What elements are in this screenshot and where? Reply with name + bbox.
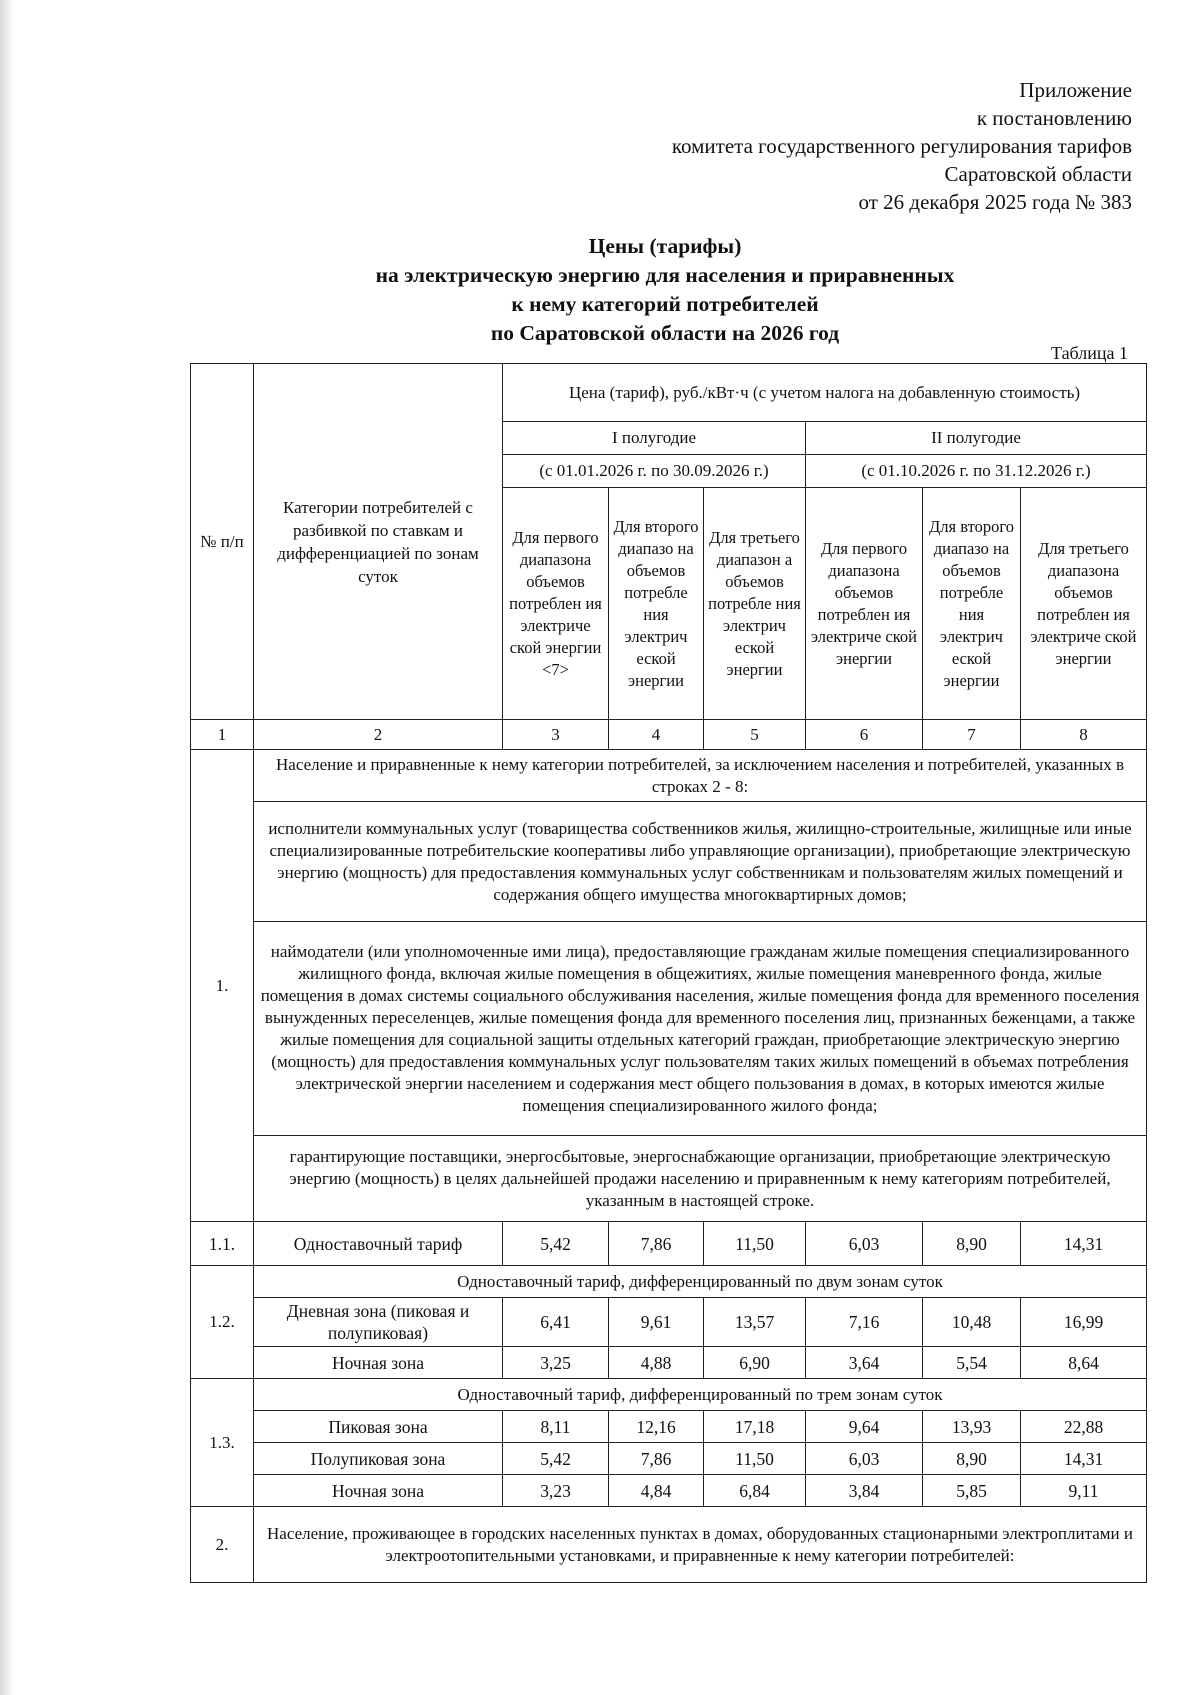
section1-text-d: гарантирующие поставщики, энергосбытовые, энергоснабжающие организации, приобретающие электрическую энергию (мощность) в целях дальнейшей продажи населению и приравненным к нему категориям потребителей, указанным в настоящей строке. xyxy=(254,1136,1147,1222)
tariff-value: 8,90 xyxy=(923,1443,1021,1475)
title-line: к нему категорий потребителей xyxy=(511,292,819,316)
tariff-value: 9,11 xyxy=(1021,1475,1147,1507)
column-number: 5 xyxy=(704,720,806,750)
column-number: 8 xyxy=(1021,720,1147,750)
header-half2: II полугодие xyxy=(806,422,1147,455)
column-number: 6 xyxy=(806,720,923,750)
tariff-value: 14,31 xyxy=(1021,1222,1147,1266)
row-label: Дневная зона (пиковая и полупиковая) xyxy=(254,1298,503,1347)
title-line: на электрическую энергию для населения и приравненных xyxy=(375,263,955,287)
header-category: Категории потребителей с разбивкой по ставкам и дифференциацией по зонам суток xyxy=(254,364,503,720)
header-half2-period: (с 01.10.2026 г. по 31.12.2026 г.) xyxy=(806,455,1147,488)
column-number: 3 xyxy=(503,720,609,750)
tariff-value: 6,84 xyxy=(704,1475,806,1507)
tariff-value: 6,03 xyxy=(806,1443,923,1475)
tariff-value: 14,31 xyxy=(1021,1443,1147,1475)
header-col7: Для второго диапазо на объемов потребле ния электрич еской энергии xyxy=(923,488,1021,720)
appendix-line: Саратовской области xyxy=(944,162,1132,186)
tariff-value: 7,16 xyxy=(806,1298,923,1347)
tariff-value: 5,42 xyxy=(503,1443,609,1475)
section2-text: Население, проживающее в городских населенных пунктах в домах, оборудованных стационарными электроплитами и электроотопительными установками, и приравненные к нему категории потребителей: xyxy=(254,1507,1147,1583)
tariff-value: 3,84 xyxy=(806,1475,923,1507)
header-col4: Для второго диапазо на объемов потребле ния электрич еской энергии xyxy=(609,488,704,720)
header-half1-period: (с 01.01.2026 г. по 30.09.2026 г.) xyxy=(503,455,806,488)
tariff-value: 9,64 xyxy=(806,1411,923,1443)
tariff-value: 22,88 xyxy=(1021,1411,1147,1443)
tariff-value: 3,25 xyxy=(503,1347,609,1379)
tariff-value: 3,23 xyxy=(503,1475,609,1507)
tariff-value: 7,86 xyxy=(609,1443,704,1475)
appendix-line: комитета государственного регулирования тарифов xyxy=(671,134,1132,158)
tariff-value: 9,61 xyxy=(609,1298,704,1347)
title-line: по Саратовской области на 2026 год xyxy=(490,321,840,345)
row-label: Пиковая зона xyxy=(254,1411,503,1443)
appendix-block xyxy=(672,76,1132,216)
header-col3: Для первого диапазона объемов потреблен ия электриче ской энергии <7> xyxy=(503,488,609,720)
tariff-value: 8,64 xyxy=(1021,1347,1147,1379)
row-heading: Одноставочный тариф, дифференцированный по трем зонам суток xyxy=(254,1379,1147,1411)
header-col5: Для третьего диапазон а объемов потребле ния электрич еской энергии xyxy=(704,488,806,720)
column-number: 7 xyxy=(923,720,1021,750)
header-price: Цена (тариф), руб./кВт·ч (с учетом налога на добавленную стоимость) xyxy=(503,364,1147,422)
tariff-value: 11,50 xyxy=(704,1222,806,1266)
tariff-value: 16,99 xyxy=(1021,1298,1147,1347)
tariff-value: 7,86 xyxy=(609,1222,704,1266)
row-label: Одноставочный тариф xyxy=(254,1222,503,1266)
tariff-value: 3,64 xyxy=(806,1347,923,1379)
title-line: Цены (тарифы) xyxy=(588,234,742,258)
row-no: 1.2. xyxy=(191,1266,254,1379)
tariff-value: 5,54 xyxy=(923,1347,1021,1379)
tariff-value: 4,88 xyxy=(609,1347,704,1379)
tariff-value: 11,50 xyxy=(704,1443,806,1475)
tariff-value: 13,57 xyxy=(704,1298,806,1347)
column-number: 4 xyxy=(609,720,704,750)
tariff-value: 6,90 xyxy=(704,1347,806,1379)
tariff-value: 17,18 xyxy=(704,1411,806,1443)
scan-edge xyxy=(0,0,14,1695)
tariff-value: 4,84 xyxy=(609,1475,704,1507)
row-label: Полупиковая зона xyxy=(254,1443,503,1475)
table-label: Таблица 1 xyxy=(1051,343,1128,363)
tariff-table xyxy=(190,363,1147,1583)
row-no: 1.3. xyxy=(191,1379,254,1507)
tariff-value: 8,90 xyxy=(923,1222,1021,1266)
section1-text-b: исполнители коммунальных услуг (товарищества собственников жилья, жилищно-строительные, жилищные или иные специализированные потребительские кооперативы либо управляющие организации), приобретающие электрическую энергию (мощность) для предоставления коммунальных услуг собственникам и пользователям жилых помещений и содержания общего имущества многоквартирных домов; xyxy=(254,802,1147,922)
tariff-value: 5,85 xyxy=(923,1475,1021,1507)
row-label: Ночная зона xyxy=(254,1475,503,1507)
tariff-value: 13,93 xyxy=(923,1411,1021,1443)
row-no: 1.1. xyxy=(191,1222,254,1266)
section2-no: 2. xyxy=(191,1507,254,1583)
tariff-value: 10,48 xyxy=(923,1298,1021,1347)
row-heading: Одноставочный тариф, дифференцированный по двум зонам суток xyxy=(254,1266,1147,1298)
column-number: 1 xyxy=(191,720,254,750)
header-half1: I полугодие xyxy=(503,422,806,455)
header-no: № п/п xyxy=(191,364,254,720)
column-number: 2 xyxy=(254,720,503,750)
section1-text-a: Население и приравненные к нему категории потребителей, за исключением населения и потребителей, указанных в строках 2 - 8: xyxy=(254,750,1147,802)
document-title xyxy=(190,232,1140,348)
tariff-value: 6,41 xyxy=(503,1298,609,1347)
appendix-line: Приложение xyxy=(1019,78,1132,102)
tariff-value: 5,42 xyxy=(503,1222,609,1266)
appendix-line: к постановлению xyxy=(976,106,1132,130)
appendix-line: от 26 декабря 2025 года № 383 xyxy=(858,190,1132,214)
row-label: Ночная зона xyxy=(254,1347,503,1379)
tariff-value: 6,03 xyxy=(806,1222,923,1266)
header-col8: Для третьего диапазона объемов потреблен ия электриче ской энергии xyxy=(1021,488,1147,720)
section1-text-c: наймодатели (или уполномоченные ими лица), предоставляющие гражданам жилые помещения специализированного жилищного фонда, включая жилые помещения в общежитиях, жилые помещения маневренного фонда, жилые помещения в домах системы социального обслуживания населения, жилые помещения фонда для временного поселения вынужденных переселенцев, жилые помещения фонда для временного поселения лиц, признанных беженцами, а также жилые помещения для социальной защиты отдельных категорий граждан, приобретающие электрическую энергию (мощность) для предоставления коммунальных услуг пользователям таких жилых помещений в объемах потребления электрической энергии населением и содержания мест общего пользования в домах, в которых имеются жилые помещения специализированного жилого фонда; xyxy=(254,922,1147,1136)
section1-no: 1. xyxy=(191,750,254,1222)
header-col6: Для первого диапазона объемов потреблен ия электриче ской энергии xyxy=(806,488,923,720)
tariff-value: 8,11 xyxy=(503,1411,609,1443)
tariff-value: 12,16 xyxy=(609,1411,704,1443)
